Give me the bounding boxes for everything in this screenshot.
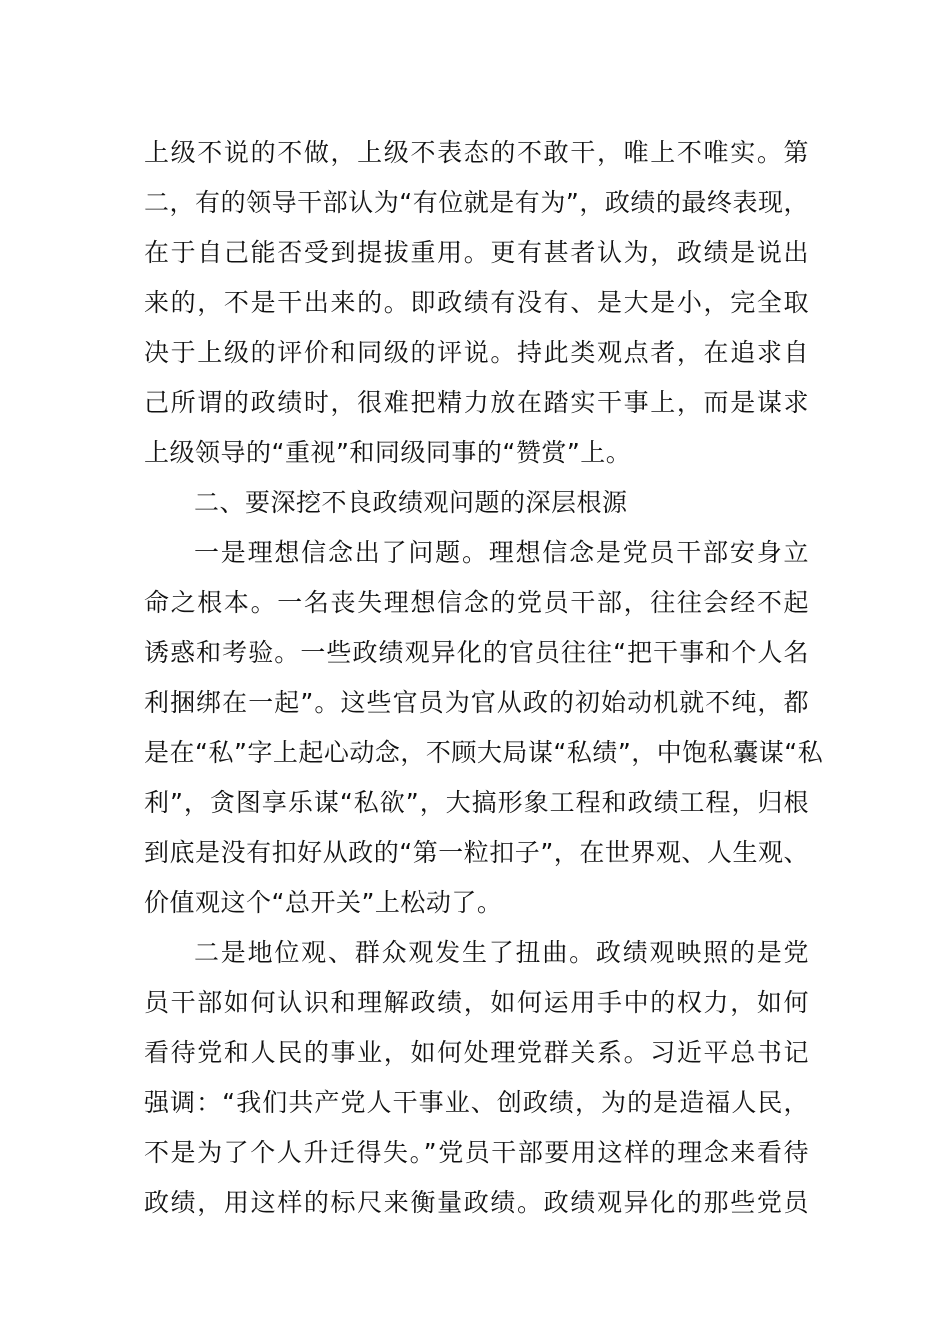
text-line: 二，有的领导干部认为“有位就是有为”，政绩的最终表现， [144,188,809,217]
paragraph-status-view [144,928,809,1228]
text-line: 二是地位观、群众观发生了扭曲。政绩观映照的是党 [194,938,809,967]
text-line: 一是理想信念出了问题。理想信念是党员干部安身立 [194,538,809,567]
text-line: 政绩，用这样的标尺来衡量政绩。政绩观异化的那些党员 [144,1188,809,1217]
text-line: 来的，不是干出来的。即政绩有没有、是大是小，完全取 [144,288,809,317]
paragraph-ideals [144,528,824,928]
text-line: 到底是没有扣好从政的“第一粒扣子”，在世界观、人生观、 [144,838,809,867]
text-line: 利捆绑在一起”。这些官员为官从政的初始动机就不纯，都 [144,688,809,717]
text-line: 己所谓的政绩时，很难把精力放在踏实干事上，而是谋求 [144,388,809,417]
text-line: 诱惑和考验。一些政绩观异化的官员往往“把干事和个人名 [144,638,809,667]
text-line: 上级不说的不做，上级不表态的不敢干，唯上不唯实。第 [144,138,809,167]
section-heading [144,478,809,528]
paragraph-continuation [144,128,809,478]
text-line: 命之根本。一名丧失理想信念的党员干部，往往会经不起 [144,588,809,617]
heading-text: 二、要深挖不良政绩观问题的深层根源 [194,488,628,517]
text-line: 上级领导的“重视”和同级同事的“赞赏”上。 [144,438,632,467]
text-line: 在于自己能否受到提拔重用。更有甚者认为，政绩是说出 [144,238,809,267]
text-line: 看待党和人民的事业，如何处理党群关系。习近平总书记 [144,1038,809,1067]
text-line: 决于上级的评价和同级的评说。持此类观点者，在追求自 [144,338,809,367]
document-body [144,128,824,1228]
text-line: 利”，贪图享乐谋“私欲”，大搞形象工程和政绩工程，归根 [144,788,809,817]
text-line: 是在“私”字上起心动念，不顾大局谋“私绩”，中饱私囊谋“私 [144,738,824,767]
text-line: 强调：“我们共产党人干事业、创政绩，为的是造福人民， [144,1088,809,1117]
text-line: 员干部如何认识和理解政绩，如何运用手中的权力，如何 [144,988,809,1017]
text-line: 不是为了个人升迁得失。”党员干部要用这样的理念来看待 [144,1138,809,1167]
text-line: 价值观这个“总开关”上松动了。 [144,888,503,917]
